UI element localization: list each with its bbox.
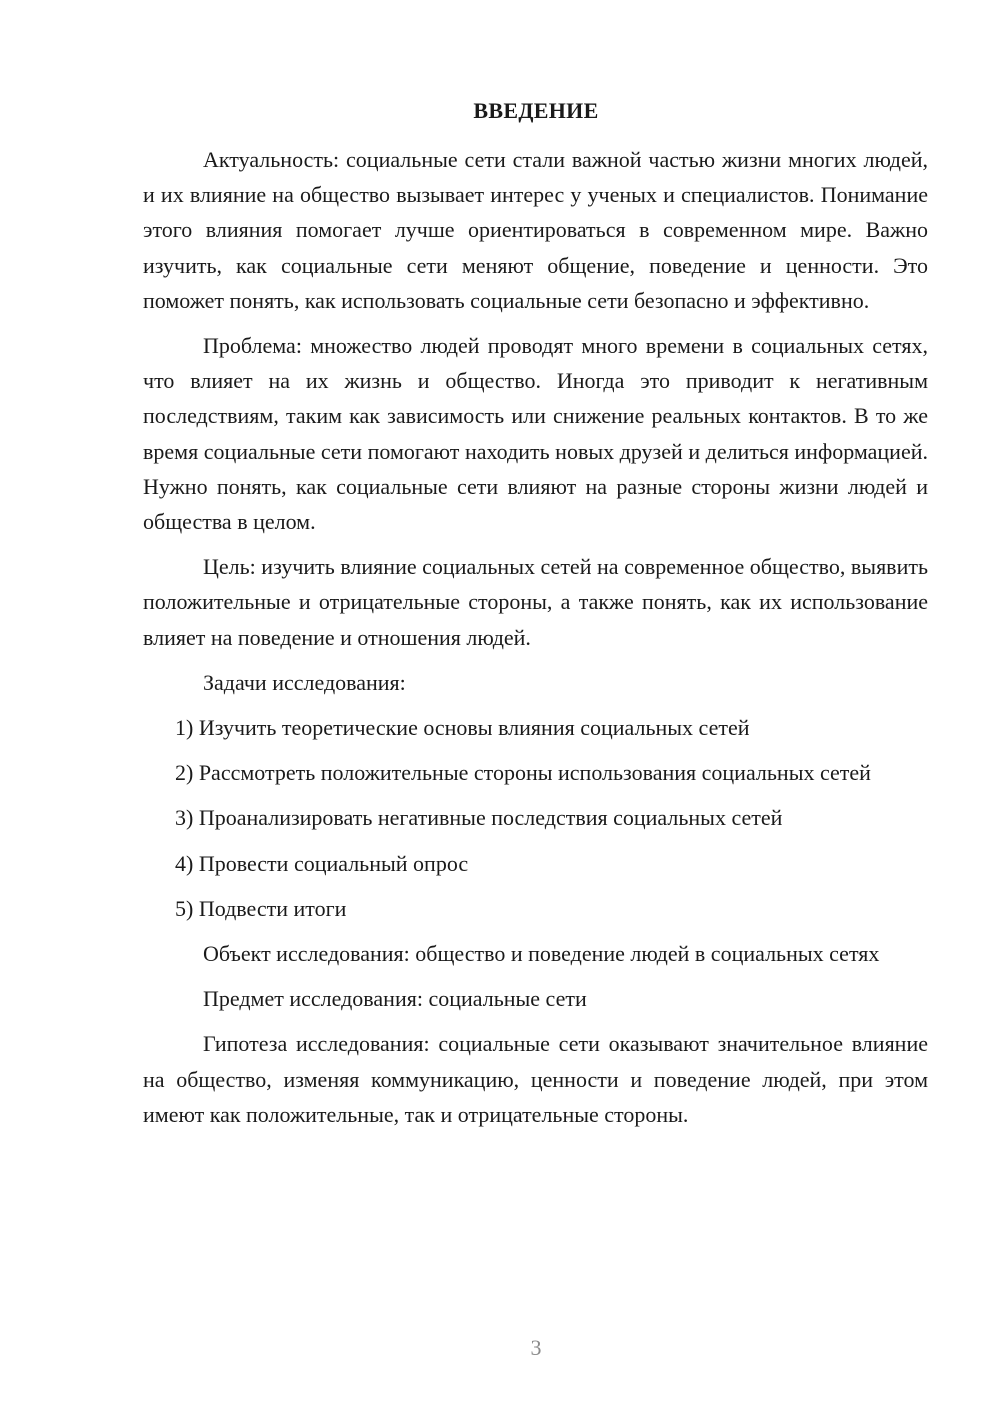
page-number: 3 [530, 1335, 542, 1360]
list-item-task-1: 1) Изучить теоретические основы влияния социальных сетей [175, 715, 750, 741]
paragraph-problem: Проблема: множество людей проводят много времени в социальных сетях, что влияет на их жизнь и общество. Иногда это приводит к негативным последствиям, таким как зависимость или снижение реальных контактов. В то же время социальные сети помогают находить новых друзей и делиться информацией. Нужно понять, как социальные сети влияют на разные стороны жизни людей и общества в целом. [143, 333, 928, 535]
page-title: ВВЕДЕНИЕ [473, 98, 599, 123]
paragraph-goal: Цель: изучить влияние социальных сетей на современное общество, выявить положительные и отрицательные стороны, а также понять, как их использование влияет на поведение и отношения людей. [143, 554, 928, 650]
list-item-task-4: 4) Провести социальный опрос [175, 850, 469, 876]
paragraph-subject: Предмет исследования: социальные сети [203, 986, 587, 1012]
paragraph-object: Объект исследования: общество и поведение людей в социальных сетях [203, 941, 880, 967]
list-item-task-3: 3) Проанализировать негативные последствия социальных сетей [175, 805, 783, 831]
document-body [143, 142, 928, 1142]
list-item-task-5: 5) Подвести итоги [175, 895, 347, 921]
paragraph-hypothesis: Гипотеза исследования: социальные сети оказывают значительное влияние на общество, изменяя коммуникацию, ценности и поведение людей, при этом имеют как положительные, так и отрицательные стороны. [143, 1031, 928, 1127]
paragraph-tasks-heading: Задачи исследования: [203, 669, 406, 695]
paragraph-relevance: Актуальность: социальные сети стали важной частью жизни многих людей, и их влияние на общество вызывает интерес у ученых и специалистов. Понимание этого влияния помогает лучше ориентироваться в современном мире. Важно изучить, как социальные сети меняют общение, поведение и ценности. Это поможет понять, как использовать социальные сети безопасно и эффективно. [143, 147, 928, 313]
list-item-task-2: 2) Рассмотреть положительные стороны использования социальных сетей [175, 760, 871, 786]
